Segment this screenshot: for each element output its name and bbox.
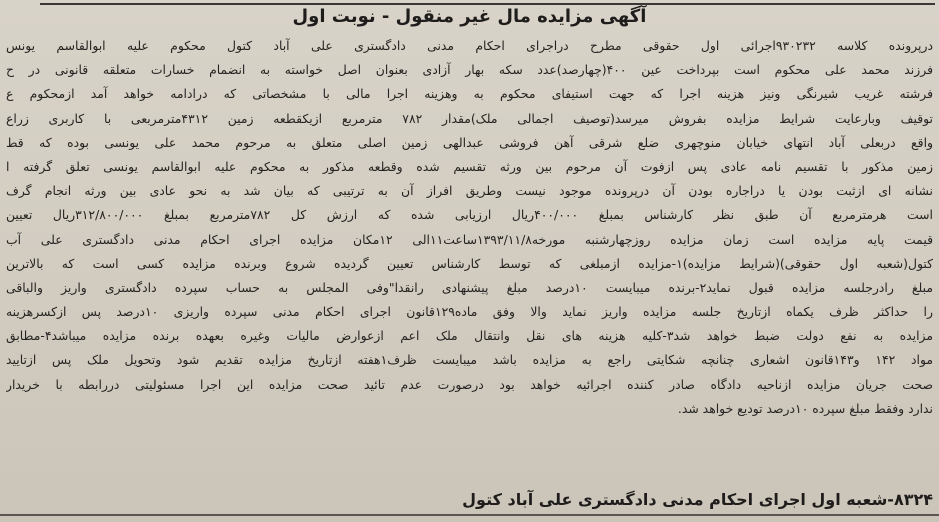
notice-line: کتول(شعبه اول حقوقی)(شرایط مزایده)۱-مزایده ازمبلغی که توسط کارشناس تعیین گردیده شروع وبرنده مزایده کسی است که بالاترین — [6, 255, 933, 271]
notice-line: نشانه ای ازثبت بودن یا دراجاره بودن آن درپرونده موجود نیست وطریق افراز آن به ترتیبی که بیان شد به نحو عادی بین ورثه انجام گرف — [6, 183, 933, 199]
notice-line: صحت جریان مزایده ازناحیه دادگاه صادر کننده اجرائیه خواهد بود درصورت عدم تائید صحت مزایده این اجرا مسئولیتی دررابطه با خریدار — [6, 376, 933, 392]
notice-line: قیمت پایه مزایده است زمان مزایده روزچهارشنبه مورخه۱۳۹۳/۱۱/۸ساعت۱۱الی ۱۲مکان مزایده اجرای احکام مدنی دادگستری علی آب — [6, 231, 933, 247]
notice-line: فرشته غریب شیرنگی ونیز هزینه اجرا که جهت استیفای محکوم به وهزینه اجرا مالی با مشخصاتی که درادامه خواهد آمد ازمحکوم ع — [6, 86, 933, 102]
bottom-divider — [0, 514, 939, 516]
notice-line: مبلغ رادرجلسه مزایده قبول نماید۲-برنده میبایست ۱۰درصد مبلغ پیشنهادی رانقدا"وفی المجلس به حساب سپرده دادگستری واریز والباقی — [6, 279, 933, 295]
notice-line: مواد ۱۴۲ و۱۴۳قانون اشعاری چنانچه شکایتی راجع به مزایده باشد میبایست ظرف۱هفته ازتاریخ مزایده تقدیم شود وتحویل ملک پس ازتایید — [6, 352, 933, 368]
notice-line: است هرمترمربع آن طبق نظر کارشناس بمبلغ ۴۰۰/۰۰۰ریال ارزیابی شده که ارزش کل ۷۸۲مترمربع بمبلغ ۳۱۲/۸۰۰/۰۰۰ریال تعیین — [6, 207, 933, 223]
notice-line: ندارد وفقط مبلغ سپرده ۱۰درصد تودیع خواهد شد. — [677, 400, 933, 416]
notice-line: واقع دربعلی آباد انتهای خیابان منوچهری ضلع شرقی آهن فروشی عبدالهی زمین اصلی متعلق به مرحوم محمد علی یونسی بوده که قط — [6, 134, 933, 150]
notice-body — [6, 34, 933, 421]
notice-title: آگهی مزایده مال غیر منقول - نوبت اول — [292, 6, 647, 27]
notice-signature: ۸۳۲۴-شعبه اول اجرای احکام مدنی دادگستری علی آباد کتول — [462, 490, 933, 509]
notice-line: مزایده به نفع دولت ضبط خواهد شد۳-کلیه هزینه های نقل وانتقال ملک اعم ازعوارض مالیات وغیره بعهده برنده مزایده میباشد۴-مطابق — [6, 328, 933, 344]
notice-line: توقیف وبارعایت شرایط مزایده بفروش میرسد(توصیف اجمالی ملک)مقدار ۷۸۲ مترمربع ازیکقطعه زمین ۴۳۱۲مترمربعی با کاربری زراع — [6, 110, 933, 126]
notice-line: درپرونده کلاسه ۹۳۰۲۳۲اجرائی اول حقوقی مطرح دراجرای احکام مدنی دادگستری علی آباد کتول محکوم علیه ابوالقاسم یونس — [6, 38, 933, 53]
notice-line: زمین مذکور با تقسیم نامه عادی پس ازفوت آن مرحوم بین ورثه تقسیم شده وقطعه مذکور به محکوم علیه ابوالقاسم یونسی تعلق گرفته ا — [6, 158, 933, 174]
notice-line: را حداکثر ظرف یکماه ازتاریخ جلسه مزایده واریز نماید والا وفق ماده۱۲۹قانون اجرای احکام مدنی سپرده واریزی ۱۰درصد پس ازکسرهزینه — [6, 304, 933, 320]
notice-line: فرزند محمد علی محکوم است بپرداخت عین ۴۰۰(چهارصد)عدد سکه بهار آزادی بعنوان اصل خواسته به انضمام خسارات متعلقه قانونی در ح — [6, 62, 933, 78]
